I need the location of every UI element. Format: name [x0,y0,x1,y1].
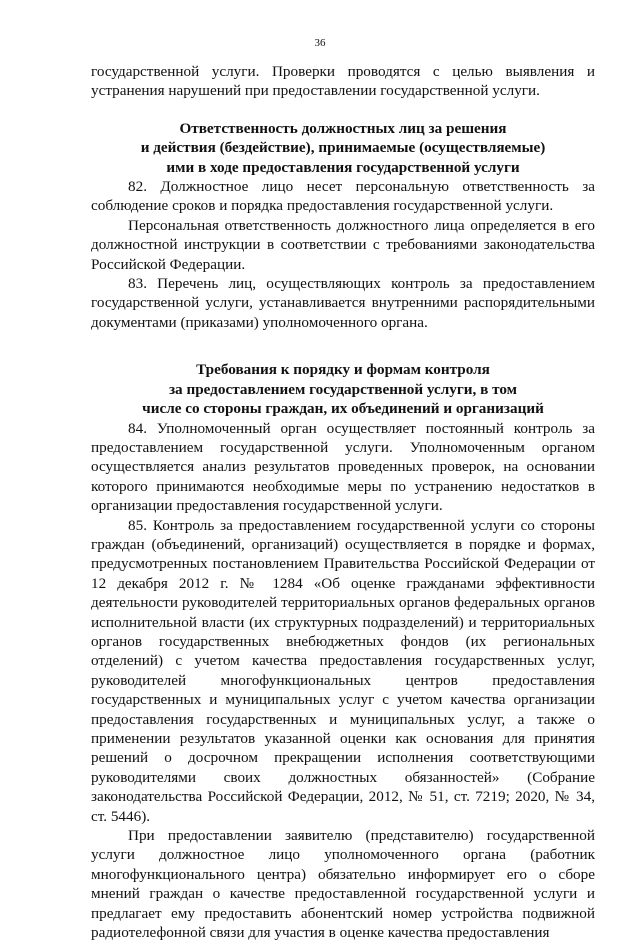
page-number: 36 [314,37,326,49]
section-responsibility [91,119,595,332]
paragraph-personal-responsibility: Персональная ответственность должностного лица определяется в его должностной инструкции в соответствии с требованиями законодательства Российской Федерации. [91,216,595,273]
section-heading [91,119,595,177]
section-heading [91,360,595,418]
paragraph-82: 82. Должностное лицо несет персональную ответственность за соблюдение сроков и порядка предоставления государственной услуги. [91,178,595,215]
heading-line: ими в ходе предоставления государственной услуги [166,158,520,176]
paragraph-83: 83. Перечень лиц, осуществляющих контроль за предоставлением государственной услуги, устанавливается внутренними распорядительными документами (приказами) уполномоченного органа. [91,275,595,331]
heading-line: за предоставлением государственной услуги, в том [168,380,518,398]
heading-line: числе со стороны граждан, их объединений и организаций [142,400,544,418]
paragraph-84: 84. Уполномоченный орган осуществляет постоянный контроль за предоставлением государственной услуги. Уполномоченным органом осуществляется анализ результатов проведенных проверок, на основании которого принимаются необходимые меры по устранению недостатков в организации предоставления государственной услуги. [91,419,595,515]
heading-line: и действия (бездействие), принимаемые (осуществляемые) [140,139,546,157]
document-body [91,62,595,942]
intro-paragraph: государственной услуги. Проверки проводятся с целью выявления и устранения нарушений при предоставлении государственной услуги. [91,63,595,100]
section-control-requirements [91,360,595,942]
paragraph-informing: При предоставлении заявителю (представителю) государственной услуги должностное лицо уполномоченного органа (работник многофункционального центра) обязательно информирует его о сборе мнений граждан о качестве предоставленной государственной услуги и предлагает ему предоставить абонентский номер устройства подвижной радиотелефонной связи для участия в оценке качества предоставления [91,827,595,942]
heading-line: Ответственность должностных лиц за решения [179,119,507,137]
heading-line: Требования к порядку и формам контроля [196,361,490,379]
paragraph-85: 85. Контроль за предоставлением государственной услуги со стороны граждан (объединений, организаций) осуществляется в порядке и формах, предусмотренных постановлением Правительства Российской Федерации от 12 декабря 2012 г. № 1284 «Об оценке гражданами эффективности деятельности руководителей территориальных органов федеральных органов исполнительной власти (их структурных подразделений) и территориальных органов государственных внебюджетных фондов (их региональных отделений) с учетом качества предоставления государственных услуг, руководителей многофункциональных центров предоставления государственных и муниципальных услуг с учетом качества организации предоставления государственных и муниципальных услуг, а также о применении результатов указанной оценки как основания для принятия решений о досрочном прекращении исполнения соответствующими руководителями своих должностных обязанностей» (Собрание законодательства Российской Федерации, 2012, № 51, ст. 7219; 2020, № 34, ст. 5446). [91,516,595,825]
